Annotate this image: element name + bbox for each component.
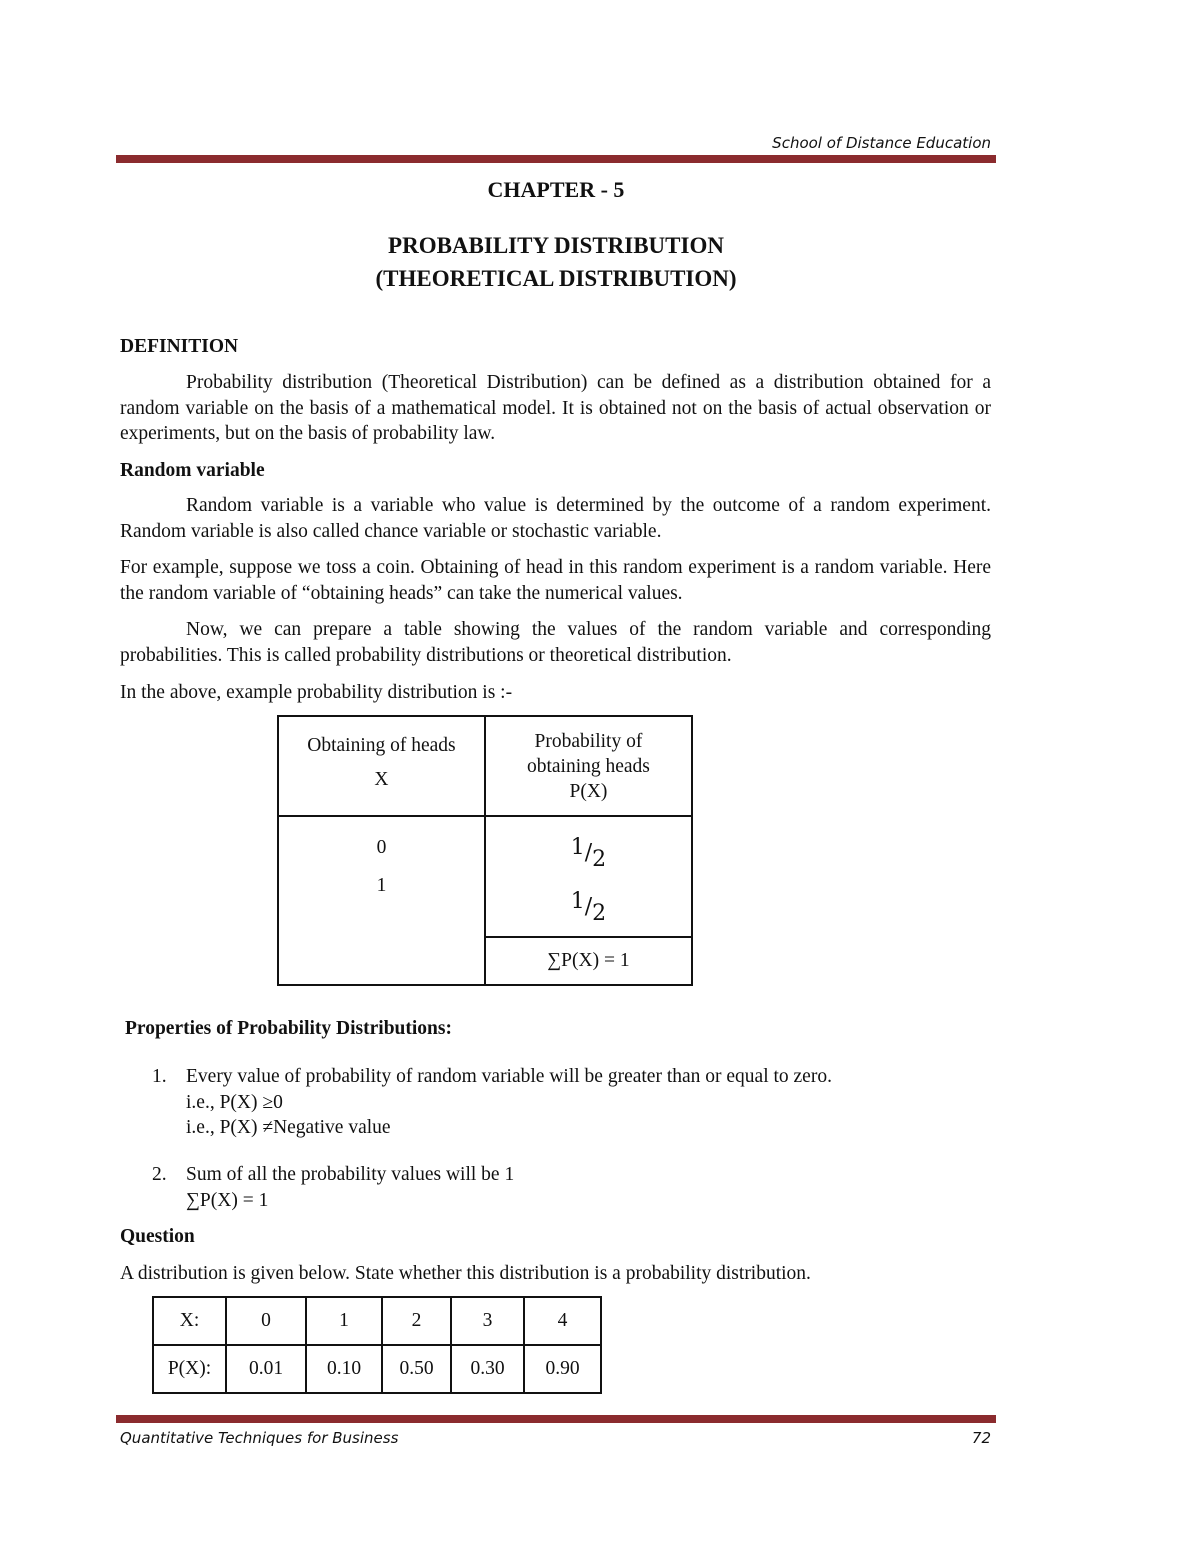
- col2-header-line2: obtaining heads: [526, 756, 650, 777]
- col2-header-line3: P(X): [569, 781, 608, 802]
- example-intro-text: In the above, example probability distribution is :-: [120, 682, 513, 703]
- col2-header-line1: Probability of: [534, 731, 643, 752]
- x-label-cell: X:: [153, 1297, 226, 1345]
- question-heading: Question: [120, 1226, 195, 1247]
- x-values-cell: [278, 816, 485, 985]
- table-intro-text: Now, we can prepare a table showing the values of the random variable and corresponding probabilities. This is called probability distributions or theoretical distribution.: [120, 619, 991, 666]
- footer-rule: [116, 1415, 996, 1423]
- x-value-cell: 0: [226, 1297, 306, 1345]
- properties-heading: Properties of Probability Distributions:: [125, 1018, 452, 1039]
- x-value-cell: 3: [451, 1297, 524, 1345]
- chapter-number: CHAPTER - 5: [487, 177, 625, 202]
- x-value: 1: [376, 875, 387, 896]
- sum-cell: ∑P(X) = 1: [485, 937, 692, 985]
- definition-text: Probability distribution (Theoretical Distribution) can be defined as a distribution obtained for a random variable on the basis of a mathematical model. It is obtained not on the basis of actual observation or experiments, but on the basis of probability law.: [120, 372, 991, 444]
- chapter-title: [116, 229, 996, 295]
- property-item-2: [186, 1162, 986, 1213]
- p-label-cell: P(X):: [153, 1345, 226, 1393]
- p-value-cell: 0.10: [306, 1345, 382, 1393]
- definition-heading: DEFINITION: [120, 336, 239, 357]
- x-value-cell: 2: [382, 1297, 451, 1345]
- property-2-line2: ∑P(X) = 1: [186, 1189, 269, 1211]
- footer-book-title: Quantitative Techniques for Business: [120, 1429, 399, 1447]
- property-number: 2.: [152, 1164, 167, 1185]
- random-variable-text: Random variable is a variable who value is determined by the outcome of a random experiment. Random variable is also called chance variable or stochastic variable.: [120, 495, 991, 542]
- p-value-cell: 0.01: [226, 1345, 306, 1393]
- random-variable-example: For example, suppose we toss a coin. Obtaining of head in this random experiment is a random variable. Here the random variable of “obtaining heads” can take the numerical values.: [120, 557, 991, 604]
- header-rule: [116, 155, 996, 163]
- col1-header-line1: Obtaining of heads: [307, 735, 456, 756]
- x-value: 0: [376, 837, 387, 858]
- p-values-cell: [485, 816, 692, 937]
- property-1-line3: i.e., P(X) ≠Negative value: [186, 1117, 391, 1138]
- p-value-cell: 0.50: [382, 1345, 451, 1393]
- property-item-1: [186, 1064, 986, 1141]
- col1-header: [278, 716, 485, 816]
- table-row: [153, 1345, 601, 1393]
- page-number: 72: [971, 1429, 991, 1447]
- fraction-one-half: $^1/_2$: [570, 889, 607, 927]
- x-value-cell: 1: [306, 1297, 382, 1345]
- x-value-cell: 4: [524, 1297, 601, 1345]
- table-row: [153, 1297, 601, 1345]
- property-2-text: Sum of all the probability values will be 1: [186, 1164, 515, 1185]
- col1-header-line2: X: [374, 769, 389, 790]
- question-text: A distribution is given below. State whether this distribution is a probability distribution.: [120, 1263, 811, 1284]
- chapter-title-line1: PROBABILITY DISTRIBUTION: [388, 233, 724, 258]
- distribution-table: [152, 1296, 602, 1394]
- header-institution: School of Distance Education: [772, 134, 991, 152]
- col2-header: [485, 716, 692, 816]
- p-value-cell: 0.30: [451, 1345, 524, 1393]
- random-variable-heading: Random variable: [120, 460, 265, 481]
- fraction-one-half: $^1/_2$: [570, 835, 607, 873]
- probability-table: [277, 715, 693, 986]
- p-value-cell: 0.90: [524, 1345, 601, 1393]
- property-1-text: Every value of probability of random variable will be greater than or equal to zero.: [186, 1066, 832, 1087]
- property-number: 1.: [152, 1066, 167, 1087]
- property-1-line2: i.e., P(X) ≥0: [186, 1091, 283, 1113]
- chapter-title-line2: (THEORETICAL DISTRIBUTION): [375, 266, 737, 291]
